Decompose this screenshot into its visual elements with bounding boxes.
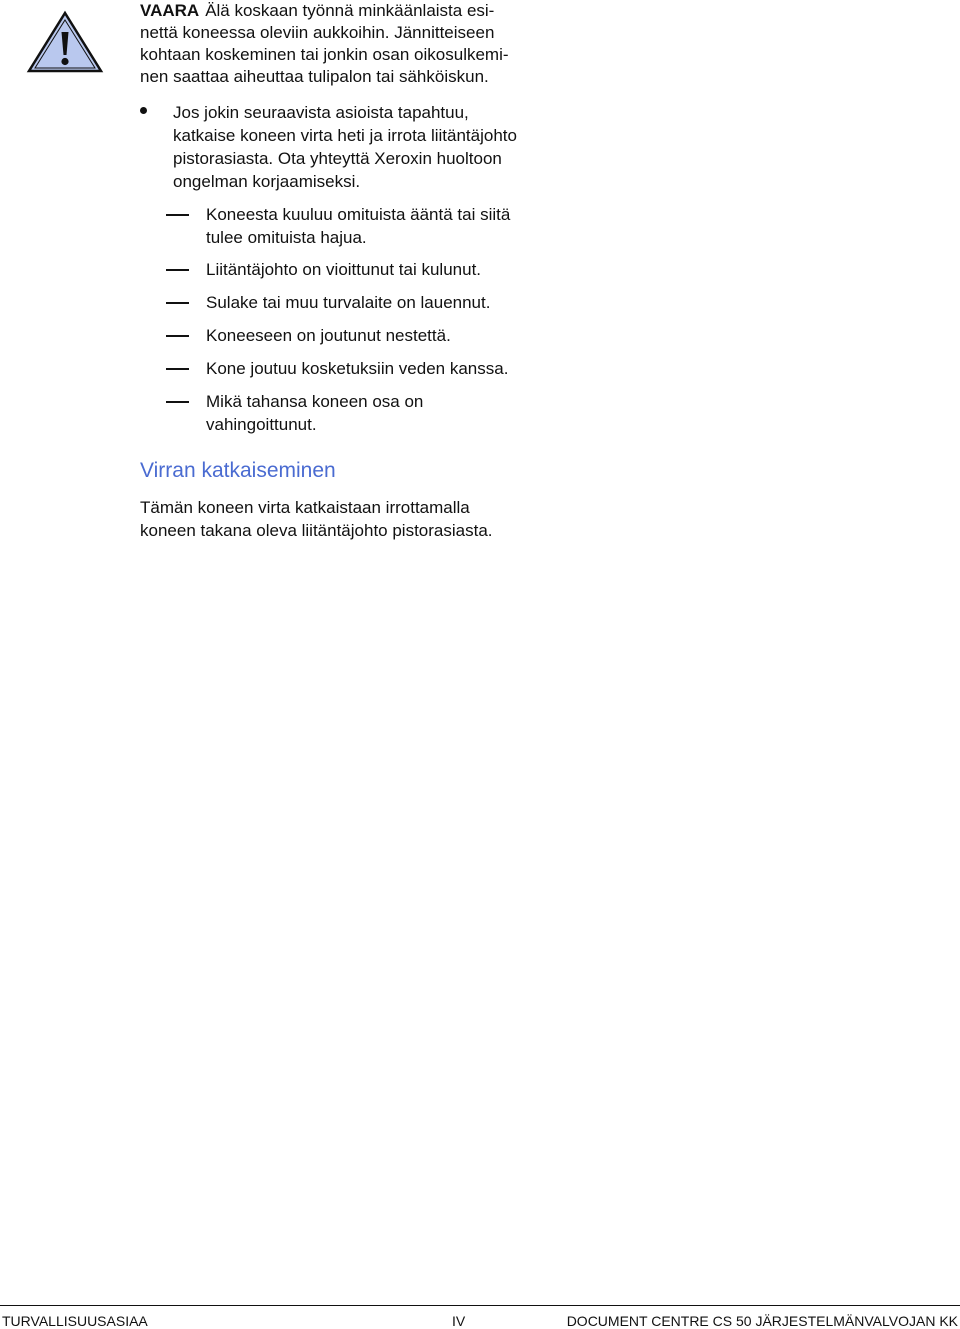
dash-icon [166,269,189,271]
bullet-dot-icon [140,107,147,114]
footer-section-title: TURVALLISUUSASIAA [2,1313,148,1329]
page-number: IV [452,1313,466,1329]
warning-line: kohtaan koskeminen tai jonkin osan oikosulkemi- [140,45,509,64]
warning-line: VAARA Älä koskaan työnnä minkäänlaista esi- [140,1,495,20]
footer-rule [0,1305,960,1306]
footer-document-title: DOCUMENT CENTRE CS 50 JÄRJESTELMÄNVALVOJAN KK [566,1313,958,1329]
dash-icon [166,401,189,403]
dash-icon [166,368,189,370]
dash-icon [166,335,189,337]
warning-line: nettä koneessa oleviin aukkoihin. Jännitteiseen [140,23,495,42]
dash-icon [166,214,189,216]
bullet-text: Jos jokin seuraavista asioista tapahtuu, katkaise koneen virta heti ja irrota liitäntäjohto pistorasiasta. Ota yhteyttä Xeroxin huoltoon ongelman korjaamiseksi. [173,103,517,191]
warning-line: nen saattaa aiheuttaa tulipalon tai sähköiskun. [140,67,489,86]
body-paragraph: Tämän koneen virta katkaistaan irrottamalla koneen takana oleva liitäntäjohto pistorasiasta. [140,498,493,540]
warning-triangle-icon [26,10,104,74]
warning-label: VAARA [140,1,200,20]
dash-icon [166,302,189,304]
section-heading: Virran katkaiseminen [140,459,336,482]
warning-text [140,0,540,88]
